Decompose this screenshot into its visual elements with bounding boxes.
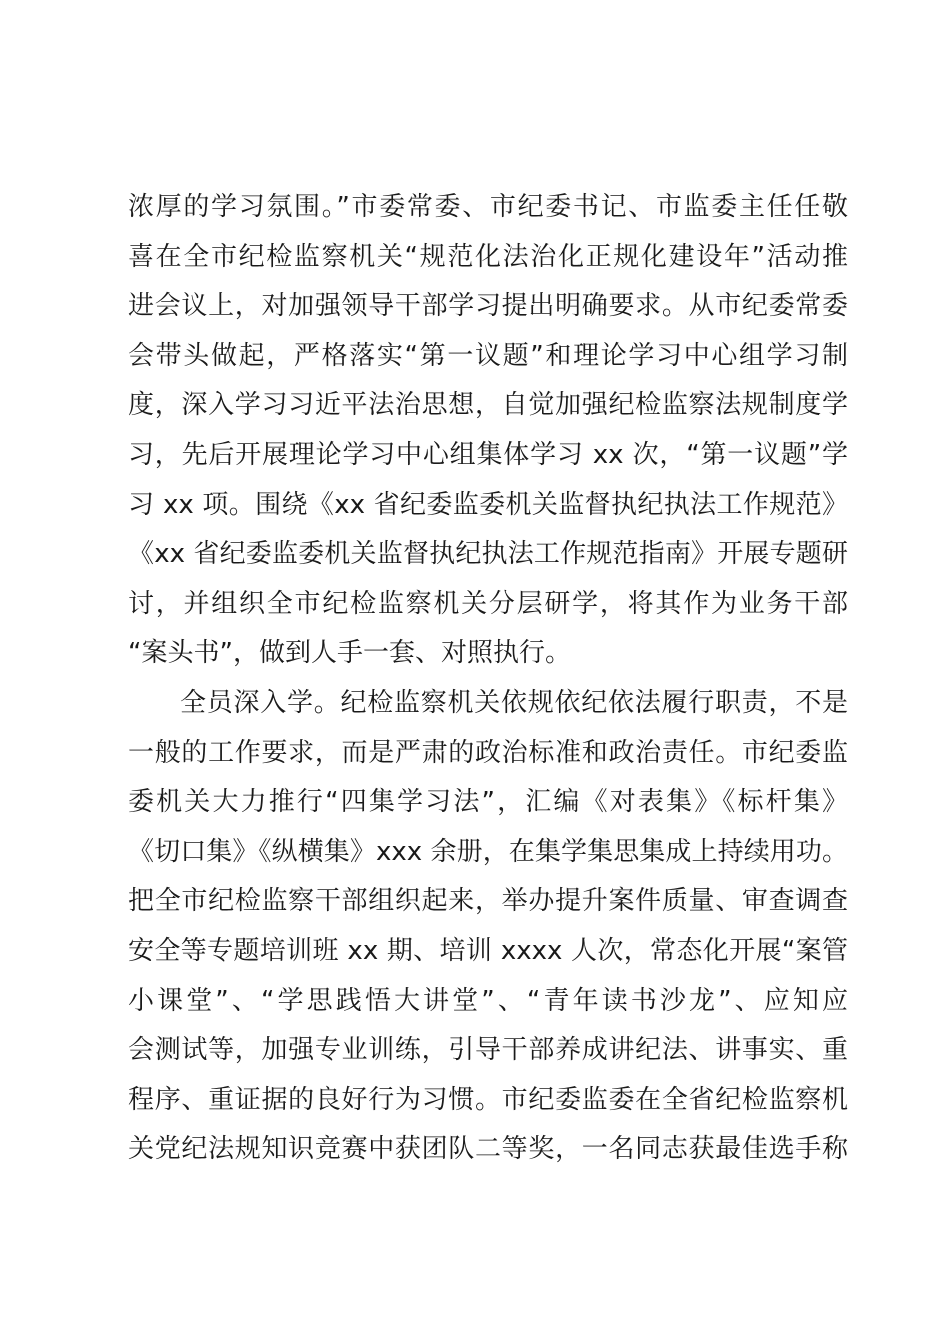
- text-line: 安全等专题培训班 xx 期、培训 xxxx 人次，常态化开展“案管: [128, 935, 848, 966]
- paragraph-1: [128, 183, 848, 679]
- text-line: 程序、重证据的良好行为习惯。市纪委监委在全省纪检监察机: [128, 1084, 848, 1115]
- text-line: 会测试等，加强专业训练，引导干部养成讲纪法、讲事实、重: [128, 1035, 848, 1066]
- text-line: 进会议上，对加强领导干部学习提出明确要求。从市纪委常委: [128, 291, 848, 322]
- text-line: 一般的工作要求，而是严肃的政治标准和政治责任。市纪委监: [128, 737, 848, 768]
- text-line: 《xx 省纪委监委机关监督执纪执法工作规范指南》开展专题研: [128, 539, 848, 570]
- text-line: 关党纪法规知识竞赛中获团队二等奖，一名同志获最佳选手称: [128, 1134, 848, 1165]
- text-line: 习，先后开展理论学习中心组集体学习 xx 次，“第一议题”学: [128, 439, 848, 470]
- document-body: [128, 183, 848, 1175]
- text-line: 浓厚的学习氛围。”市委常委、市纪委书记、市监委主任任敬: [128, 192, 848, 222]
- text-line: 讨，并组织全市纪检监察机关分层研学，将其作为业务干部: [128, 588, 848, 619]
- text-line: 度，深入学习习近平法治思想，自觉加强纪检监察法规制度学: [128, 390, 848, 421]
- text-line: “案头书”，做到人手一套、对照执行。: [128, 638, 571, 669]
- text-line: 会带头做起，严格落实“第一议题”和理论学习中心组学习制: [128, 340, 848, 371]
- text-line: 全员深入学。纪检监察机关依规依纪依法履行职责，不是: [180, 687, 848, 718]
- text-line: 喜在全市纪检监察机关“规范化法治化正规化建设年”活动推: [128, 241, 848, 272]
- text-line: 习 xx 项。围绕《xx 省纪委监委机关监督执纪执法工作规范》: [128, 489, 848, 520]
- text-line: 委机关大力推行“四集学习法”，汇编《对表集》《标杆集》: [128, 787, 848, 818]
- text-line: 把全市纪检监察干部组织起来，举办提升案件质量、审查调查: [128, 886, 848, 917]
- text-line: 小课堂”、“学思践悟大讲堂”、“青年读书沙龙”、应知应: [128, 985, 848, 1016]
- text-line: 《切口集》《纵横集》xxx 余册，在集学集思集成上持续用功。: [128, 836, 848, 867]
- paragraph-2: [128, 679, 848, 1175]
